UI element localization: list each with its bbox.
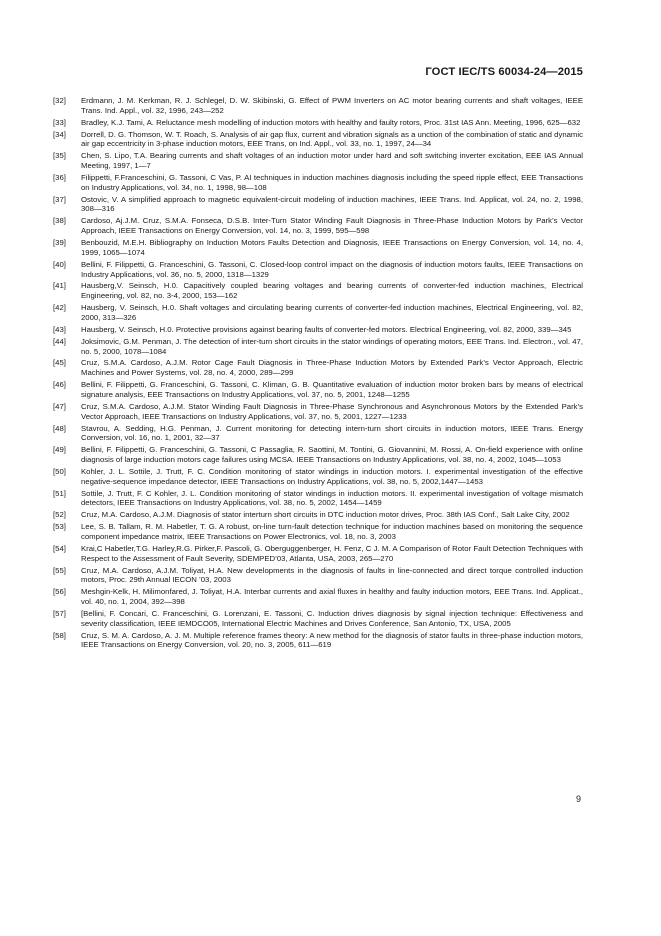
reference-text: Sottile, J. Trutt, F. C Kohler, J. L. Condition monitoring of stator windings in induction motors. II. experimental investigation of voltage mismatch detectors, IEEE Transactions on Industry Applications, vol. 38, no. 5, 2002, 1454—1459 [81,488,583,508]
reference-number: [54] [53,543,66,553]
reference-item [53,173,583,193]
reference-number: [42] [53,303,66,313]
reference-text: Ostovic, V. A simplified approach to magnetic equivalent-circuit modeling of induction machines, IEEE Trans. Ind. Applicat, vol. 24, no. 2, 1998, 308—316 [81,194,583,214]
reference-text: Cruz, M.A. Cardoso, A.J.M. Toliyat, H.A. New developments in the diagnosis of faults in line-connected and direct torque controlled induction motors, Proc. 29th Annual IECON ’03, 2003 [81,565,583,585]
reference-text: Stavrou, A. Sedding, H.G. Penman, J. Current monitoring for detecting intern-turn short circuits in induction motors, IEEE Trans. Energy Conversion, vol. 16, no. 1, 2001, 32—37 [81,423,583,443]
reference-number: [56] [53,587,66,597]
reference-item [53,424,583,444]
reference-item [53,544,583,564]
reference-number: [48] [53,423,66,433]
reference-number: [55] [53,565,66,575]
reference-text: Bellini, F. Filippetti, G. Franceschini, G. Tassoni, C Passaglia, R. Saottini, M. Tontini, G. Giovannini, M. Rossi, A. On-field experience with online diagnosis of large induction motors cage failures using MCSA. IEEE Transactions on Industry Applications, vol. 38, no. 4, 2002, 1045—1053 [81,445,583,464]
reference-item [53,445,583,465]
reference-item [53,402,583,422]
reference-text: [Bellini, F. Concari, C. Franceschini, G. Lorenzani, E. Tassoni, C. Induction drives diagnosis by signal injection technique: Effectiveness and severity classification, IEEE IEMDCO05, International Electric Machines and Drives Conference, San Antonio, TX, USA, 2005 [81,608,583,628]
reference-number: [46] [53,380,66,390]
reference-number: [45] [53,358,66,368]
reference-number: [58] [53,630,66,640]
reference-item [53,281,583,301]
reference-item [53,96,583,116]
reference-item [53,609,583,629]
reference-number: [37] [53,194,66,204]
reference-number: [36] [53,173,66,182]
reference-text: Benbouzid, M.E.H. Bibliography on Induction Motors Faults Detection and Diagnosis, IEEE Transactions on Energy Conversion, vol. 14, no. 4, 1999, 1065—1074 [81,238,583,257]
reference-number: [41] [53,281,66,291]
reference-item [53,151,583,171]
reference-text: Meshgin-Kelk, H. Milimonfared, J. Toliyat, H.A. Interbar currents and axial fluxes in healthy and faulty induction motors, EEE Trans. Ind. Applicat., vol. 40, no. 1, 2004, 392—398 [81,587,583,606]
reference-item [53,510,583,520]
reference-number: [51] [53,488,66,498]
reference-number: [44] [53,336,66,346]
reference-number: [40] [53,259,66,269]
document-header: ГОСТ IEC/TS 60034-24—2015 [425,66,583,78]
reference-item [53,260,583,280]
reference-number: [38] [53,216,66,226]
reference-text: Bellini, F. Filippetti, G. Franceschini, G. Tassoni, C. Closed-loop control impact on the diagnosis of induction motors faults, IEEE Transactions on Industry Applications, vol. 36, no. 5, 2000, 1318—1329 [81,259,583,279]
reference-text: Kohler, J. L. Sottile, J. Trutt, F. C. Condition monitoring of stator windings in induction motors. I. experimental investigation of the effective negative-sequence impedance detector, IEEE Transactions on Industry Applications, vol. 38, no. 5, 2002,1447—1453 [81,466,583,486]
reference-item [53,631,583,651]
reference-number: [33] [53,117,66,127]
reference-number: [57] [53,608,66,618]
reference-text: Bellini, F. Filippetti, G. Franceschini, G. Tassoni, C. Kliman, G. B. Quantitative evaluation of induction motor broken bars by means of electrical signature analysis, EEE Transactions on Industry Applications, vol. 37, no. 5, 2001, 1248—1255 [81,380,583,399]
reference-item [53,489,583,509]
reference-item [53,303,583,323]
reference-item [53,380,583,400]
reference-number: [35] [53,151,66,161]
reference-text: Hausberg, V. Seinsch, H.0. Protective provisions against bearing faults of converter-fed motors. Electrical Engineering, vol. 82, 2000, 339—345 [81,324,572,334]
reference-number: [52] [53,510,66,520]
reference-number: [34] [53,129,66,139]
reference-item [53,522,583,542]
reference-text: Cruz, S. M. A. Cardoso, A. J. M. Multiple reference frames theory: A new method for the diagnosis of stator faults in three-phase induction motors, IEEE Transactions on Energy Conversion, vol. 20, no. 3, 2005, 611—619 [81,630,583,650]
reference-number: [39] [53,238,66,248]
reference-item [53,195,583,215]
reference-item [53,130,583,150]
reference-item [53,566,583,586]
reference-text: Cardoso, Aj.J.M. Cruz, S.M.A. Fonseca, D.S.B. Inter-Turn Stator Winding Fault Diagnosis in Three-Phase Induction Motors by Park’s Vector Approach, IEEE Transactions on Energy Conversion, vol. 14, no. 3, 1999, 595—598 [81,216,583,236]
reference-text: Erdmann, J. M. Kerkman, R. J. Schlegel, D. W. Skibinski, G. Effect of PWM Inverters on AC motor bearing currents and shaft voltages, IEEE Trans. Ind. Appl., vol. 32, 1996, 243—252 [81,96,583,115]
reference-number: [49] [53,445,66,455]
reference-item [53,587,583,607]
reference-text: Dorrell, D. G. Thomson, W. T. Roach, S. Analysis of air gap flux, current and vibration signals as a unction of the combination of static and dynamic air gap eccentricity in 3-phase induction motors, EEE Trans, on Ind. Appl., vol. 33, no. 1, 1997, 24—34 [81,129,583,149]
reference-text: Filippetti, F.Franceschini, G. Tassoni, C Vas, P. AI techniques in induction machines diagnosis including the speed ripple effect, EEE Transactions on Industry Applications, vol. 34, no. 1, 1998, 98—108 [81,173,583,192]
reference-number: [43] [53,324,66,334]
reference-item [53,467,583,487]
reference-item [53,238,583,258]
reference-text: Hausberg,V. Seinsch, H.0. Capacitively coupled bearing voltages and bearing currents of converter-fed induction machines, Electrical Engineering, vol. 82, no. 3-4, 2000, 153—162 [81,281,583,301]
reference-text: Cruz, S.M.A. Cardoso, A.J.M. Rotor Cage Fault Diagnosis in Three-Phase Induction Motors by Extended Park’s Vector Approach, Electric Machines and Power Systems, vol. 28, no. 4, 2000, 289—299 [81,358,583,378]
reference-item [53,325,583,335]
reference-list [53,96,583,652]
reference-number: [47] [53,401,66,411]
reference-text: Hausberg, V. Seinsch, H.0. Shaft voltages and circulating bearing currents of converter-fed induction machines, Electrical Engineering, vol. 82, 2000, 313—326 [81,303,583,322]
reference-number: [50] [53,466,66,476]
reference-text: Krai,C Habetler,T.G. Harley,R.G. Pirker,F. Pascoli, G. Oberguggenberger, H. Fenz, C J. M. A Comparison of Rotor Fault Detection Techniques with Respect to the Assessment of Fault Severity, SDEMPED’03, Atlanta, USA, 2003, 265—270 [81,543,583,563]
reference-item [53,216,583,236]
reference-text: Cruz, M.A. Cardoso, A.J.M. Diagnosis of stator interturn short circuits in DTC induction motor drives, Proc. 38th IAS Conf., Salt Lake City, 2002 [81,510,570,520]
reference-text: Cruz, S.M.A. Cardoso, A.J.M. Stator Winding Fault Diagnosis in Three-Phase Synchronous and Asynchronous Motors by the Extended Park’s Vector Approach, IEEE Transactions on Industry Applications, vol. 37, no. 5, 2001, 1227—1233 [81,401,583,421]
reference-item [53,337,583,357]
reference-text: Lee, S. B. Tallam, R. M. Habetler, T. G. A robust, on-line turn-fault detection technique for induction machines based on monitoring the sequence component impedance matrix, IEEE Transactions on Power Electronics, vol. 18, no. 3, 2003 [81,522,583,541]
reference-text: Chen, S. Lipo, T.A. Bearing currents and shaft voltages of an induction motor under hard and soft switching inverter excitation, EEE IAS Annual Meeting, 1997, 1—7 [81,151,583,171]
reference-item [53,118,583,128]
reference-item [53,358,583,378]
reference-number: [32] [53,96,66,105]
reference-text: Bradley, K.J. Tami, A. Reluctance mesh modelling of induction motors with healthy and faulty rotors, Proc. 31st IAS Ann. Meeting, 1996, 625—632 [81,117,581,127]
page-number: 9 [575,794,581,804]
reference-number: [53] [53,522,66,532]
reference-text: Joksimovic, G.M. Penman, J. The detection of inter-turn short circuits in the stator windings of operating motors, EEE Trans. Ind. Electron., vol. 47, no. 5, 2000, 1078—1084 [81,336,583,356]
